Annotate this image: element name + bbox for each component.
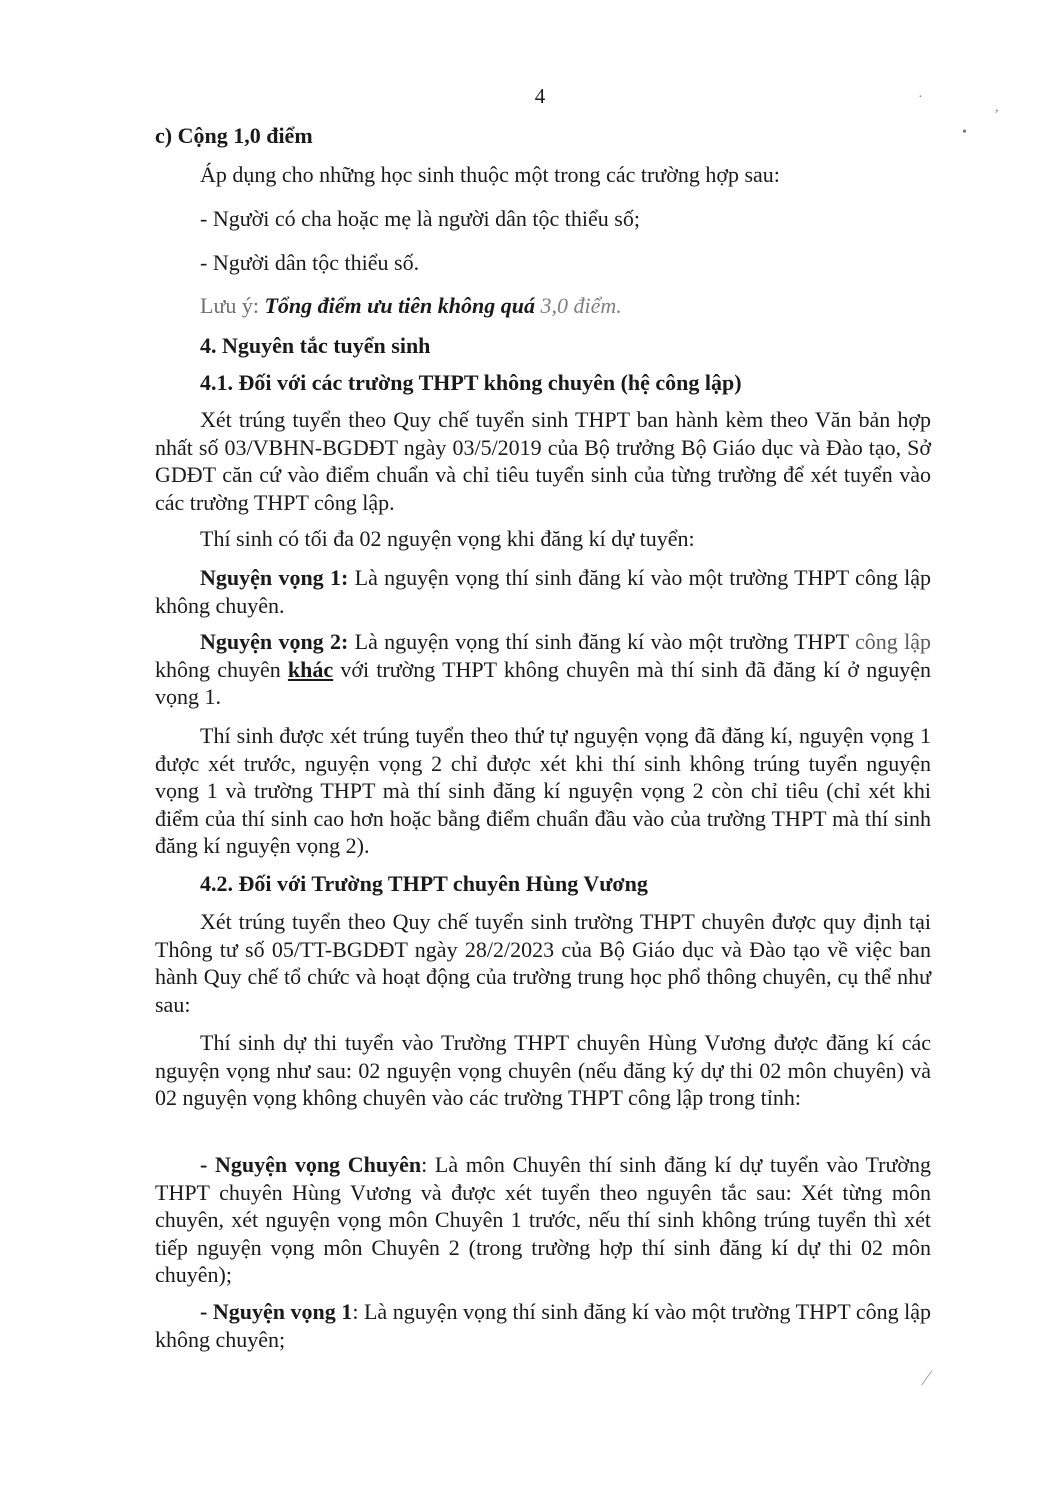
section-4-heading: 4. Nguyên tắc tuyển sinh [200,333,431,358]
s42-nv1: - Nguyện vọng 1: Là nguyện vọng thí sinh đăng kí vào một trường THPT công lập không chuyên; [155,1299,932,1352]
note-text: Tổng điểm ưu tiên không quá [264,293,535,318]
s41-nv1: Nguyện vọng 1: Là nguyện vọng thí sinh đăng kí vào một trường THPT công lập không chuyên. [155,565,932,618]
s42-paragraph-2: Thí sinh dự thi tuyển vào Trường THPT chuyên Hùng Vương được đăng kí các nguyện vọng như sau: 02 nguyện vọng chuyên (nếu đăng ký dự thi 02 môn chuyên) và 02 nguyện vọng không chuyên vào các trường THPT công lập trong tỉnh: [155,1030,931,1110]
c-item-2: - Người dân tộc thiểu số. [200,250,420,275]
c-item-1: - Người có cha hoặc mẹ là người dân tộc thiểu số; [200,206,640,231]
s42-nv-chuyen: - Nguyện vọng Chuyên: Là môn Chuyên thí sinh đăng kí dự tuyển vào Trường THPT chuyên Hùng Vương và được xét tuyển theo nguyên tắc sau: Xét từng môn chuyên, xét nguyện vọng môn Chuyên 1 trước, nếu thí sinh không trúng tuyển thì xét tiếp nguyện vọng môn Chuyên 2 (trong trường hợp thí sinh đăng kí dự thi 02 môn chuyên); [155,1152,932,1287]
heading-c: c) Cộng 1,0 điểm [155,123,313,148]
scan-speck: · [918,90,923,105]
s41-paragraph-2: Thí sinh có tối đa 02 nguyện vọng khi đăng kí dự tuyển: [200,526,695,551]
note-value: 3,0 điểm. [540,293,622,318]
emphasis-khac: khác [287,656,334,682]
section-4-1-heading: 4.1. Đối với các trường THPT không chuyên (hệ công lập) [200,370,742,395]
s41-nv2: Nguyện vọng 2: Là nguyện vọng thí sinh đăng kí vào một trường THPT công lập không chuyên khác với trường THPT không chuyên mà thí sinh đã đăng kí ở nguyện vọng 1. [155,629,932,709]
note-line [200,293,931,319]
section-4-2-heading: 4.2. Đối với Trường THPT chuyên Hùng Vương [200,871,648,896]
page-number: 4 [534,84,546,108]
scan-speck: , [995,100,999,115]
c-intro: Áp dụng cho những học sinh thuộc một trong các trường hợp sau: [200,162,780,187]
s41-paragraph-1: Xét trúng tuyển theo Quy chế tuyển sinh THPT ban hành kèm theo Văn bản hợp nhất số 03/VBHN-BGDĐT ngày 03/5/2019 của Bộ trưởng Bộ Giáo dục và Đào tạo, Sở GDĐT căn cứ vào điểm chuẩn và chỉ tiêu tuyển sinh của từng trường để xét tuyển vào các trường THPT công lập. [155,407,931,515]
scan-speck: • [962,125,967,140]
s42-paragraph-1: Xét trúng tuyển theo Quy chế tuyển sinh trường THPT chuyên được quy định tại Thông tư số 05/TT-BGDĐT ngày 28/2/2023 của Bộ Giáo dục và Đào tạo về việc ban hành Quy chế tổ chức và hoạt động của trường trung học phổ thông chuyên, cụ thể như sau: [155,909,931,1017]
pen-mark: ⁄ [925,1365,929,1390]
s41-paragraph-3: Thí sinh được xét trúng tuyển theo thứ tự nguyện vọng đã đăng kí, nguyện vọng 1 được xét trước, nguyện vọng 2 chỉ được xét khi thí sinh không trúng tuyển nguyện vọng 1 và trường THPT mà thí sinh đăng kí nguyện vọng 2 còn chỉ tiêu (chỉ xét khi điểm của thí sinh cao hơn hoặc bằng điểm chuẩn đầu vào của trường THPT mà thí sinh đăng kí nguyện vọng 2). [155,723,931,858]
note-label: Lưu ý: [200,293,259,318]
